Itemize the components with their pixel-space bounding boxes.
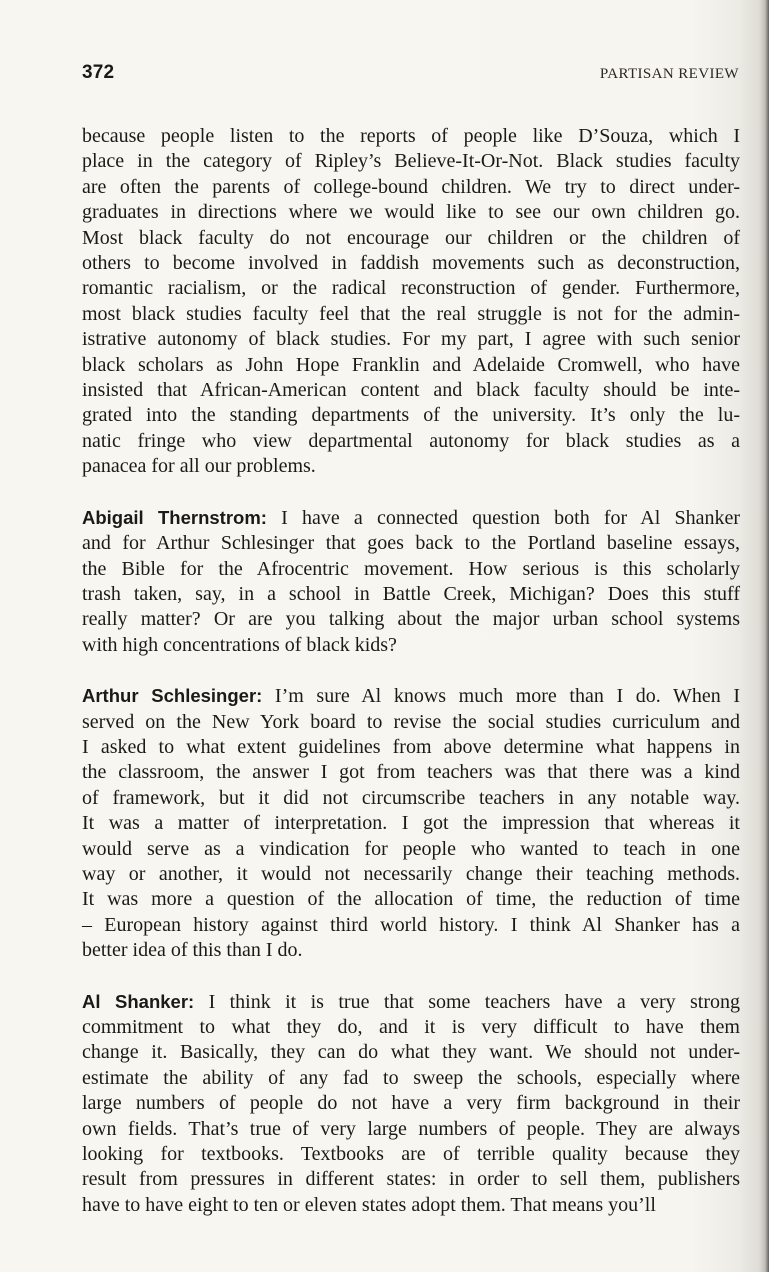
text-line: [82, 1066, 740, 1091]
text-line: [82, 353, 740, 378]
text-line: [82, 378, 740, 403]
line-text: most black studies faculty feel that the real struggle is not for the admin-: [82, 302, 740, 325]
line-text: the Bible for the Afrocentric movement. How serious is this scholarly: [82, 557, 740, 580]
line-text: really matter? Or are you talking about the major urban school systems: [82, 608, 740, 631]
text-line: [82, 887, 740, 912]
line-text: natic fringe who view departmental autonomy for black studies as a: [82, 429, 740, 452]
line-text: of framework, but it did not circumscribe teachers in any notable way.: [82, 786, 740, 809]
text-paragraph: [82, 124, 740, 480]
text-line: [82, 582, 740, 607]
running-head: PARTISAN REVIEW: [599, 66, 739, 82]
page-number: 372: [82, 62, 115, 83]
line-text: Most black faculty do not encourage our children or the children of: [82, 226, 740, 249]
line-text: have to have eight to ten or eleven states adopt them. That means you’ll: [82, 1193, 656, 1216]
text-line: [82, 760, 740, 785]
page-edge-shadow: [759, 0, 769, 1272]
speaker-name: Al Shanker:: [82, 990, 195, 1012]
text-line: [82, 1117, 740, 1142]
text-line: [82, 505, 740, 531]
line-text: – European history against third world history. I think Al Shanker has a: [82, 913, 740, 936]
line-text: large numbers of people do not have a very firm background in their: [82, 1092, 740, 1115]
text-line: [82, 1142, 740, 1167]
text-line: [82, 1167, 740, 1192]
text-line: [82, 633, 740, 658]
text-line: [82, 786, 740, 811]
line-text: black scholars as John Hope Franklin and Adelaide Cromwell, who have: [82, 353, 740, 376]
line-text: It was a matter of interpretation. I got the impression that whereas it: [82, 812, 740, 835]
text-line: [82, 175, 740, 200]
text-line: [82, 327, 740, 352]
page-header: [82, 62, 739, 88]
text-line: [82, 1091, 740, 1116]
text-line: [82, 837, 740, 862]
speaker-paragraph: [82, 683, 740, 963]
text-line: [82, 1015, 740, 1040]
text-line: [82, 124, 740, 149]
text-line: [82, 302, 740, 327]
text-line: [82, 531, 740, 556]
speaker-name: Abigail Thernstrom:: [82, 506, 267, 528]
line-text: way or another, it would not necessarily change their teaching methods.: [82, 862, 740, 885]
text-line: [82, 226, 740, 251]
line-text: romantic racialism, or the radical reconstruction of gender. Furthermore,: [82, 277, 740, 300]
text-line: [82, 557, 740, 582]
line-text: place in the category of Ripley’s Believe-It-Or-Not. Black studies faculty: [82, 150, 740, 173]
line-text: estimate the ability of any fad to sweep the schools, especially where: [82, 1066, 740, 1089]
text-line: [82, 276, 740, 301]
speaker-name: Arthur Schlesinger:: [82, 685, 263, 707]
line-text: commitment to what they do, and it is very difficult to have them: [82, 1016, 740, 1038]
speaker-paragraph: [82, 989, 740, 1219]
text-line: [82, 862, 740, 887]
text-line: [82, 735, 740, 760]
line-text: istrative autonomy of black studies. For my part, I agree with such senior: [82, 328, 740, 351]
text-line: [82, 1193, 740, 1218]
text-line: [82, 429, 740, 454]
text-line: [82, 200, 740, 225]
line-text: I think it is true that some teachers have a very strong: [194, 990, 741, 1013]
line-text: and for Arthur Schlesinger that goes back to the Portland baseline essays,: [82, 532, 740, 555]
line-text: graduates in directions where we would like to see our own children go.: [82, 201, 740, 224]
line-text: insisted that African-American content and black faculty should be inte-: [82, 379, 740, 402]
line-text: better idea of this than I do.: [82, 939, 303, 962]
text-line: [82, 607, 740, 632]
text-line: [82, 1040, 740, 1065]
text-line: [82, 710, 740, 735]
line-text: panacea for all our problems.: [82, 455, 316, 478]
text-line: [82, 403, 740, 428]
line-text: because people listen to the reports of people like D’Souza, which I: [82, 125, 740, 147]
text-line: [82, 454, 740, 479]
text-line: [82, 149, 740, 174]
line-text: are often the parents of college-bound children. We try to direct under-: [82, 175, 740, 198]
line-text: I have a connected question both for Al Shanker: [266, 506, 740, 529]
text-line: [82, 938, 740, 963]
line-text: I asked to what extent guidelines from above determine what happens in: [82, 735, 740, 758]
line-text: It was more a question of the allocation of time, the reduction of time: [82, 888, 740, 911]
speaker-paragraph: [82, 505, 740, 658]
body-text: [82, 124, 740, 1243]
text-line: [82, 683, 740, 709]
line-text: I’m sure Al knows much more than I do. When I: [262, 685, 740, 708]
line-text: with high concentrations of black kids?: [82, 633, 397, 656]
line-text: looking for textbooks. Textbooks are of terrible quality because they: [82, 1143, 740, 1166]
line-text: own fields. That’s true of very large numbers of people. They are always: [82, 1117, 740, 1140]
line-text: the classroom, the answer I got from teachers was that there was a kind: [82, 761, 740, 784]
line-text: grated into the standing departments of the university. It’s only the lu-: [82, 404, 740, 427]
line-text: others to become involved in faddish movements such as deconstruction,: [82, 252, 740, 275]
text-line: [82, 913, 740, 938]
text-line: [82, 989, 740, 1015]
line-text: trash taken, say, in a school in Battle Creek, Michigan? Does this stuff: [82, 582, 740, 605]
line-text: result from pressures in different states: in order to sell them, publishers: [82, 1168, 740, 1191]
line-text: served on the New York board to revise the social studies curriculum and: [82, 710, 740, 733]
line-text: would serve as a vindication for people who wanted to teach in one: [82, 837, 740, 860]
text-line: [82, 251, 740, 276]
text-line: [82, 811, 740, 836]
line-text: change it. Basically, they can do what they want. We should not under-: [82, 1041, 740, 1064]
